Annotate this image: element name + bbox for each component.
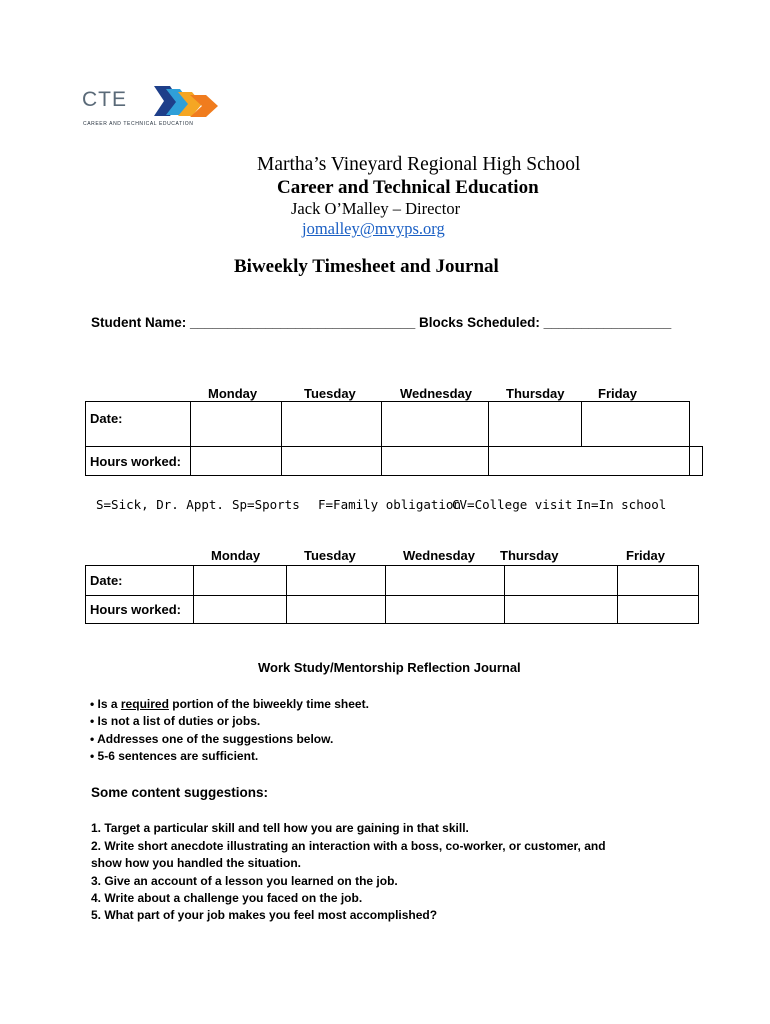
t1-header-monday: Monday bbox=[208, 386, 258, 401]
suggestion-item: 5. What part of your job makes you feel most accomplished? bbox=[91, 908, 438, 922]
t2-header-monday: Monday bbox=[211, 548, 261, 563]
t1-date-friday[interactable] bbox=[581, 401, 690, 447]
t1-date-tuesday[interactable] bbox=[281, 401, 382, 447]
t1-header-wednesday: Wednesday bbox=[400, 386, 473, 401]
t1-header-friday: Friday bbox=[598, 386, 638, 401]
t1-hours-label: Hours worked: bbox=[90, 454, 182, 469]
journal-bullet-sentences: • 5-6 sentences are sufficient. bbox=[90, 749, 259, 763]
journal-bullet-addresses: • Addresses one of the suggestions below. bbox=[90, 732, 334, 746]
director-line: Jack O’Malley – Director bbox=[291, 199, 461, 218]
t2-date-friday[interactable] bbox=[617, 565, 699, 596]
suggestion-item-continued: show how you handled the situation. bbox=[91, 856, 301, 870]
t2-hours-friday[interactable] bbox=[617, 595, 699, 624]
t2-date-tuesday[interactable] bbox=[286, 565, 386, 596]
t2-header-thursday: Thursday bbox=[500, 548, 559, 563]
suggestion-item: 1. Target a particular skill and tell how you are gaining in that skill. bbox=[91, 821, 469, 835]
t1-date-label: Date: bbox=[90, 411, 123, 426]
legend-in-school: In=In school bbox=[576, 497, 667, 512]
bullet1-underlined: required bbox=[120, 697, 169, 711]
blocks-scheduled-label: Blocks Scheduled: bbox=[419, 315, 540, 330]
legend-college: CV=College visit bbox=[452, 497, 573, 512]
document-title: Biweekly Timesheet and Journal bbox=[234, 256, 499, 277]
t2-hours-wednesday[interactable] bbox=[385, 595, 505, 624]
suggestions-title: Some content suggestions: bbox=[91, 785, 269, 800]
bullet1-prefix: • Is a bbox=[90, 697, 121, 711]
t1-date-monday[interactable] bbox=[190, 401, 282, 447]
t1-hours-extra-cell bbox=[689, 446, 703, 476]
t2-hours-monday[interactable] bbox=[193, 595, 287, 624]
director-email-link[interactable]: jomalley@mvyps.org bbox=[302, 219, 445, 238]
t2-header-tuesday: Tuesday bbox=[304, 548, 356, 563]
legend-sick: S=Sick, Dr. Appt. bbox=[96, 497, 224, 512]
suggestion-item: 2. Write short anecdote illustrating an interaction with a boss, co-worker, or customer, and bbox=[91, 839, 606, 853]
logo-text: CTE bbox=[82, 88, 127, 111]
t2-hours-thursday[interactable] bbox=[504, 595, 618, 624]
t2-date-thursday[interactable] bbox=[504, 565, 618, 596]
student-info-line bbox=[91, 315, 671, 330]
student-name-field[interactable]: ______________________________ bbox=[190, 315, 416, 330]
blocks-scheduled-field[interactable]: _________________ bbox=[543, 315, 672, 330]
t2-header-friday: Friday bbox=[626, 548, 666, 563]
t1-hours-thursday-friday[interactable] bbox=[488, 446, 690, 476]
t1-date-wednesday[interactable] bbox=[381, 401, 489, 447]
t1-header-thursday: Thursday bbox=[506, 386, 565, 401]
t2-date-label: Date: bbox=[90, 573, 123, 588]
t1-hours-monday[interactable] bbox=[190, 446, 282, 476]
journal-bullet-required bbox=[90, 697, 369, 711]
t1-hours-wednesday[interactable] bbox=[381, 446, 489, 476]
bullet1-suffix: portion of the biweekly time sheet. bbox=[168, 697, 369, 711]
t1-hours-tuesday[interactable] bbox=[281, 446, 382, 476]
suggestion-item: 3. Give an account of a lesson you learned on the job. bbox=[91, 874, 398, 888]
t2-date-wednesday[interactable] bbox=[385, 565, 505, 596]
school-name: Martha’s Vineyard Regional High School bbox=[257, 154, 581, 175]
legend-family: F=Family obligation bbox=[318, 497, 461, 512]
journal-title: Work Study/Mentorship Reflection Journal bbox=[258, 660, 521, 675]
t2-hours-label: Hours worked: bbox=[90, 602, 182, 617]
t2-header-wednesday: Wednesday bbox=[403, 548, 476, 563]
journal-bullet-not-list: • Is not a list of duties or jobs. bbox=[90, 714, 261, 728]
suggestion-item: 4. Write about a challenge you faced on the job. bbox=[91, 891, 363, 905]
t1-date-thursday[interactable] bbox=[488, 401, 582, 447]
student-name-label: Student Name: bbox=[91, 315, 187, 330]
t1-header-tuesday: Tuesday bbox=[304, 386, 356, 401]
t2-hours-tuesday[interactable] bbox=[286, 595, 386, 624]
logo-subtitle: CAREER AND TECHNICAL EDUCATION bbox=[83, 121, 194, 127]
legend-sports: Sp=Sports bbox=[232, 497, 300, 512]
department-name: Career and Technical Education bbox=[277, 177, 539, 198]
t2-date-monday[interactable] bbox=[193, 565, 287, 596]
